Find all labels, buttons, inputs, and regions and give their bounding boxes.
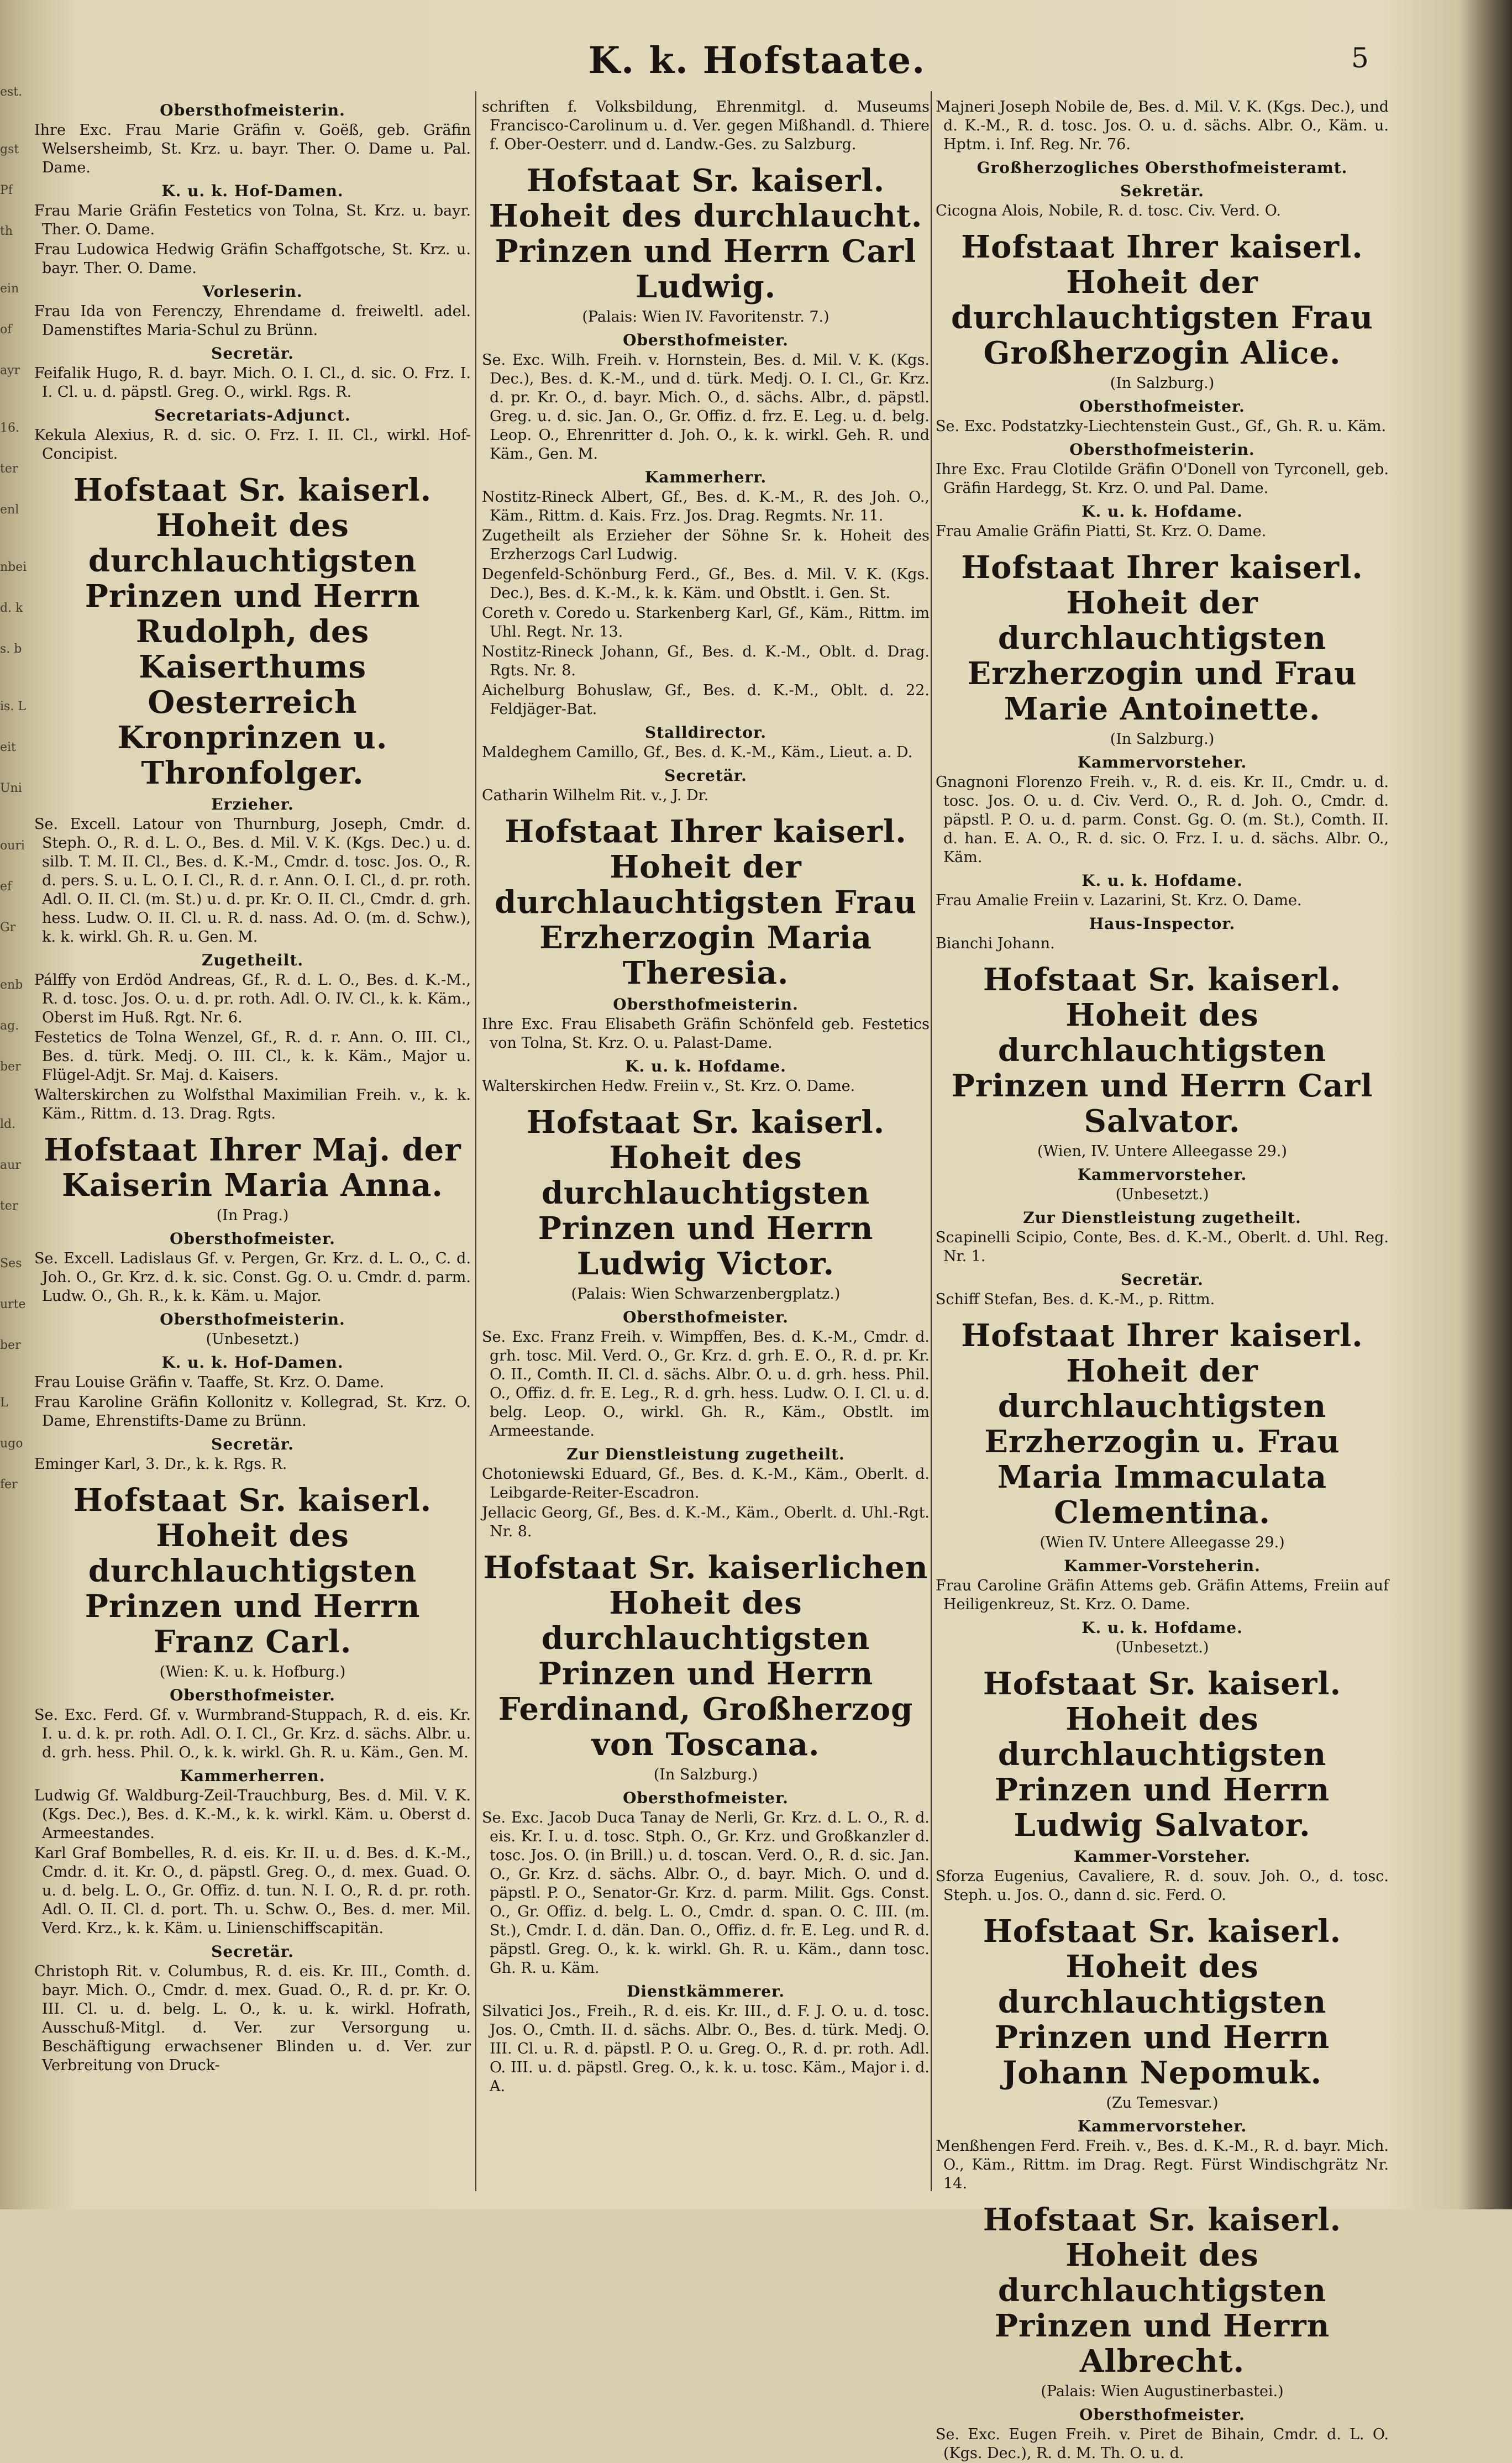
role-heading: Obersthofmeisterin.: [613, 995, 799, 1013]
section-note: (In Salzburg.): [1110, 731, 1215, 748]
role-heading: K. u. k. Hofdame.: [1082, 502, 1243, 521]
entry-text: Catharin Wilhelm Rit. v., J. Dr.: [482, 787, 709, 804]
entry-text: Frau Amalie Gräfin Piatti, St. Krz. O. Dame.: [936, 523, 1267, 540]
role-heading: Zugetheilt.: [201, 951, 304, 969]
column-rule-right: [931, 91, 932, 2191]
section-note: (Palais: Wien IV. Favoritenstr. 7.): [582, 308, 830, 325]
entry-text: Zugetheilt als Erzieher der Söhne Sr. k. Hoheit des Erzherzogs Carl Ludwig.: [482, 527, 930, 563]
entry-text: Feifalik Hugo, R. d. bayr. Mich. O. I. Cl., d. sic. O. Frz. I. I. Cl. u. d. päpstl. Greg. O., wirkl. Rgs. R.: [34, 365, 471, 401]
adjacent-page-fragment: ld.: [0, 1117, 16, 1131]
entry-text: Frau Caroline Gräfin Attems geb. Gräfin Attems, Freiin auf Heiligenkreuz, St. Krz. O. Dame.: [936, 1577, 1389, 1613]
section-note: (Wien: K. u. k. Hofburg.): [159, 1663, 346, 1680]
section-heading: Hofstaat Sr. kaiserl. Hoheit des durchlaucht. Prinzen und Herrn Carl Ludwig.: [489, 162, 923, 305]
adjacent-page-fragment: ouri: [0, 839, 25, 853]
role-heading: Obersthofmeister.: [1079, 2406, 1245, 2424]
section-note: (Unbesetzt.): [1115, 1186, 1209, 1203]
section-note: (In Salzburg.): [653, 1766, 758, 1783]
role-heading: Zur Dienstleistung zugetheilt.: [1023, 1209, 1301, 1227]
entry-text: Walterskirchen zu Wolfsthal Maximilian Freih. v., k. k. Käm., Rittm. d. 13. Drag. Rgts.: [34, 1086, 471, 1122]
adjacent-page-fragment: enl: [0, 503, 19, 517]
role-heading: K. u. k. Hof-Damen.: [161, 1353, 344, 1372]
entry-text: Menßhengen Ferd. Freih. v., Bes. d. K.-M., R. d. bayr. Mich. O., Käm., Rittm. im Drag. Regt. Fürst Windischgrätz Nr. 14.: [936, 2138, 1389, 2192]
section-note: (Wien IV. Untere Alleegasse 29.): [1040, 1534, 1285, 1551]
role-heading: Kammer-Vorsteher.: [1073, 1847, 1251, 1866]
role-heading: K. u. k. Hofdame.: [625, 1057, 786, 1075]
entry-text: Se. Excell. Latour von Thurnburg, Joseph, Cmdr. d. Steph. O., R. d. L. O., Bes. d. Mil. V. K. (Kgs. Dec.) u. d. silb. T. M. II. Cl., Bes. d. K.-M., Cmdr. d. tosc. Jos. O., R. d. pers. S. u. L. O. I. Cl., R. d. r. Ann. O. I. Cl., d. pr. roth. Adl. O. II. Cl. (m. St.) u. d. pr. Kr. O. II. Cl., Cmdr. d. grh. hess. Ludw. O. II. Cl. u. R. d. nass. Ad. O. (m. d. Schw.), k. k. wirkl. Gh. R. u. Gen. M.: [34, 816, 471, 946]
adjacent-page-fragment: ayr: [0, 364, 20, 377]
adjacent-page-fragment: urte: [0, 1298, 26, 1311]
role-heading: Secretär.: [664, 766, 747, 785]
role-heading: Kammerherr.: [644, 468, 767, 486]
role-heading: Secretariats-Adjunct.: [154, 406, 351, 424]
column-rule-left: [475, 91, 476, 2191]
entry-text: Jellacic Georg, Gf., Bes. d. K.-M., Käm., Oberlt. d. Uhl.-Rgt. Nr. 8.: [482, 1504, 930, 1540]
entry-text: Se. Exc. Eugen Freih. v. Piret de Bihain, Cmdr. d. L. O. (Kgs. Dec.), R. d. M. Th. O. u. d.: [936, 2426, 1389, 2462]
entry-text: Ludwig Gf. Waldburg-Zeil-Trauchburg, Bes. d. Mil. V. K. (Kgs. Dec.), Bes. d. K.-M., k. k. wirkl. Käm. u. Oberst d. Armeestandes.: [34, 1787, 471, 1842]
adjacent-page-fragment: s. b: [0, 642, 22, 656]
section-heading: Hofstaat Ihrer kaiserl. Hoheit der durchlauchtigsten Frau Großherzogin Alice.: [951, 229, 1374, 371]
entry-text: Coreth v. Coredo u. Starkenberg Karl, Gf., Käm., Rittm. im Uhl. Regt. Nr. 13.: [482, 605, 930, 640]
entry-text: Frau Ida von Ferenczy, Ehrendame d. freiweltl. adel. Damenstiftes Maria-Schul zu Brünn.: [34, 303, 471, 339]
section-note: (Palais: Wien Augustinerbastei.): [1041, 2383, 1284, 2400]
entry-text: Bianchi Johann.: [936, 935, 1055, 952]
role-heading: K. u. k. Hof-Damen.: [161, 182, 344, 200]
adjacent-page-fragment: eit: [0, 741, 16, 754]
entry-text: Ihre Exc. Frau Elisabeth Gräfin Schönfeld geb. Festetics von Tolna, St. Krz. O. u. Palast-Dame.: [482, 1016, 930, 1052]
section-note: (Wien, IV. Untere Alleegasse 29.): [1037, 1143, 1287, 1160]
entry-text: Kekula Alexius, R. d. sic. O. Frz. I. II. Cl., wirkl. Hof-Concipist.: [34, 427, 471, 463]
page-header: [0, 39, 1464, 88]
adjacent-page-fragment: ter: [0, 462, 18, 476]
entry-text: Schiff Stefan, Bes. d. K.-M., p. Rittm.: [936, 1291, 1215, 1308]
section-heading: Hofstaat Sr. kaiserl. Hoheit des durchlauchtigsten Prinzen und Herrn Albrecht.: [983, 2202, 1342, 2380]
role-heading: Dienstkämmerer.: [627, 1982, 785, 2000]
running-title: K. k. Hofstaate.: [588, 39, 926, 82]
adjacent-page-fragment: is. L: [0, 700, 26, 713]
adjacent-page-fragment: Gr: [0, 921, 16, 934]
adjacent-page-fragment: aur: [0, 1158, 21, 1172]
adjacent-page-fragment: enb: [0, 978, 23, 992]
adjacent-page-fragment: gst: [0, 143, 19, 156]
role-heading: Obersthofmeister.: [623, 1308, 789, 1326]
entry-text: Chotoniewski Eduard, Gf., Bes. d. K.-M., Käm., Oberlt. d. Leibgarde-Reiter-Escadron.: [482, 1466, 930, 1501]
section-heading: Hofstaat Sr. kaiserlichen Hoheit des durchlauchtigsten Prinzen und Herrn Ferdinand, Großherzog von Toscana.: [483, 1550, 928, 1763]
entry-text: Christoph Rit. v. Columbus, R. d. eis. Kr. III., Comth. d. bayr. Mich. O., Cmdr. d. mex. Guad. O., R. d. pr. Kr. O. III. Cl. u. d. belg. L. O., k. u. k. wirkl. Hofrath, Ausschuß-Mitgl. d. Ver. zur Versorgung u. Beschäftigung erwachsener Blinden u. d. Ver. zur Verbreitung von Druck-: [34, 1963, 471, 2074]
entry-text: Karl Graf Bombelles, R. d. eis. Kr. II. u. d. Bes. d. K.-M., Cmdr. d. it. Kr. O., d. päpstl. Greg. O., d. mex. Guad. O. u. d. belg. L. O., Gr. Offiz. d. tun. N. I. O., R. d. pr. roth. Adl. O. II. Cl. d. port. Th. u. Schw. O., Bes. d. mer. Mil. Verd. Krz., k. k. Käm. u. Linienschiffscapitän.: [34, 1845, 471, 1937]
section-note: (Zu Temesvar.): [1106, 2094, 1219, 2112]
entry-text: Frau Louise Gräfin v. Taaffe, St. Krz. O. Dame.: [34, 1374, 385, 1391]
section-heading: Hofstaat Sr. kaiserl. Hoheit des durchlauchtigsten Prinzen und Herrn Johann Nepomuk.: [983, 1913, 1342, 2091]
adjacent-page-fragment: Uni: [0, 781, 22, 795]
adjacent-page-fragment: L: [0, 1396, 8, 1410]
section-heading: Hofstaat Sr. kaiserl. Hoheit des durchlauchtigsten Prinzen und Herrn Ludwig Salvator.: [983, 1666, 1342, 1844]
section-heading: Hofstaat Ihrer kaiserl. Hoheit der durchlauchtigsten Erzherzogin u. Frau Maria Immaculata Clementina.: [961, 1317, 1363, 1531]
entry-text: Ihre Exc. Frau Clotilde Gräfin O'Donell von Tyrconell, geb. Gräfin Hardegg, St. Krz. O. und Pal. Dame.: [936, 461, 1389, 497]
entry-text: Pálffy von Erdöd Andreas, Gf., R. d. L. O., Bes. d. K.-M., R. d. tosc. Jos. O. u. d. pr. roth. Adl. O. IV. Cl., k. k. Käm., Oberst im Huß. Rgt. Nr. 6.: [34, 971, 471, 1026]
page-number: 5: [1351, 42, 1369, 74]
entry-text: Aichelburg Bohuslaw, Gf., Bes. d. K.-M., Oblt. d. 22. Feldjäger-Bat.: [482, 682, 930, 718]
entry-text: Sforza Eugenius, Cavaliere, R. d. souv. Joh. O., d. tosc. Steph. u. Jos. O., dann d. sic. Ferd. O.: [936, 1868, 1389, 1904]
entry-text: Festetics de Tolna Wenzel, Gf., R. d. r. Ann. O. III. Cl., Bes. d. türk. Medj. O. III. Cl., k. k. Käm., Major u. Flügel-Adjt. Sr. Maj. d. Kaisers.: [34, 1029, 471, 1084]
role-heading: Obersthofmeister.: [170, 1686, 335, 1704]
role-heading: Erzieher.: [211, 795, 294, 813]
adjacent-page-fragment: Ses: [0, 1257, 22, 1270]
entry-text: Scapinelli Scipio, Conte, Bes. d. K.-M., Oberlt. d. Uhl. Reg. Nr. 1.: [936, 1229, 1389, 1265]
entry-text: Se. Exc. Wilh. Freih. v. Hornstein, Bes. d. Mil. V. K. (Kgs. Dec.), Bes. d. K.-M., und d. türk. Medj. O. I. Cl., Gr. Krz. d. pr. Kr. O., d. bayr. Mich. O., d. sächs. Albr., d. päpstl. Greg. u. d. sic. Jan. O., Gr. Offiz. d. frz. E. Leg. u. d. belg. Leop. O., Ehrenritter d. Joh. O., k. k. wirkl. Geh. R. und Käm., Gen. M.: [482, 351, 930, 463]
role-heading: Haus-Inspector.: [1089, 915, 1236, 933]
entry-text: Ihre Exc. Frau Marie Gräfin v. Goëß, geb. Gräfin Welsersheimb, St. Krz. u. bayr. Ther. O. Dame u. Pal. Dame.: [34, 122, 471, 176]
role-heading: Obersthofmeister.: [1079, 397, 1245, 416]
role-heading: Kammervorsteher.: [1077, 2117, 1247, 2135]
entry-text: Se. Exc. Jacob Duca Tanay de Nerli, Gr. Krz. d. L. O., R. d. eis. Kr. I. u. d. tosc. Stph. O., Gr. Krz. und Großkanzler d. tosc. Jos. O. (in Brill.) u. d. toscan. Verd. O., R. d. sic. Jan. O., Gr. Krz. d. sächs. Albr. O., d. bayr. Mich. O. und d. päpstl. P. O., Senator-Gr. Krz. d. parm. Milit. Ggs. Const. O., Gr. Offiz. d. belg. L. O., Cmdr. d. span. O. C. III. (m. St.), Cmdr. I. d. dän. Dan. O., Offiz. d. fr. E. Leg. und R. d. päpstl. Greg. O., k. k. wirkl. Gh. R. u. Käm., dann tosc. Gh. R. u. Käm.: [482, 1809, 930, 1977]
entry-text: Cicogna Alois, Nobile, R. d. tosc. Civ. Verd. O.: [936, 202, 1281, 219]
adjacent-page-fragment: ter: [0, 1199, 18, 1213]
entry-text: Frau Marie Gräfin Festetics von Tolna, St. Krz. u. bayr. Ther. O. Dame.: [34, 202, 471, 238]
role-heading: Secretär.: [211, 344, 294, 363]
section-heading: Hofstaat Ihrer Maj. der Kaiserin Maria Anna.: [44, 1132, 461, 1204]
adjacent-page-fragment: Pf: [0, 183, 13, 197]
entry-text: schriften f. Volksbildung, Ehrenmitgl. d. Museums Francisco-Carolinum u. d. Ver. gegen Mißhandl. d. Thiere f. Ober-Oesterr. und d. Landw.-Ges. zu Salzburg.: [482, 98, 930, 153]
entry-text: Majneri Joseph Nobile de, Bes. d. Mil. V. K. (Kgs. Dec.), und d. K.-M., R. d. tosc. Jos. O. u. d. sächs. Albr. O., Käm. u. Hptm. i. Inf. Reg. Nr. 76.: [936, 98, 1389, 153]
adjacent-page-fragment: est.: [0, 85, 23, 99]
role-heading: Obersthofmeister.: [623, 331, 789, 349]
role-heading: Obersthofmeister.: [170, 1230, 335, 1248]
entry-text: Eminger Karl, 3. Dr., k. k. Rgs. R.: [34, 1456, 287, 1473]
column-left: [34, 97, 471, 2197]
role-heading: Kammervorsteher.: [1077, 1165, 1247, 1184]
adjacent-page-fragment: ugo: [0, 1437, 23, 1451]
entry-text: Se. Exc. Podstatzky-Liechtenstein Gust., Gf., Gh. R. u. Käm.: [936, 418, 1387, 435]
column-middle: [482, 97, 930, 2197]
section-heading: Hofstaat Sr. kaiserl. Hoheit des durchlauchtigsten Prinzen und Herrn Ludwig Victor.: [526, 1104, 885, 1282]
adjacent-page-fragment: ein: [0, 282, 19, 296]
role-heading: Vorleserin.: [202, 282, 303, 301]
role-heading: Kammer-Vorsteherin.: [1064, 1557, 1261, 1575]
column-right: [936, 97, 1389, 2462]
role-heading: Obersthofmeisterin.: [1069, 440, 1255, 459]
section-heading: Hofstaat Sr. kaiserl. Hoheit des durchlauchtigsten Prinzen und Herrn Rudolph, des Kaiserthums Oesterreich Kronprinzen u. Thronfolger.: [73, 472, 432, 791]
role-heading: Stalldirector.: [645, 723, 767, 742]
section-heading: Hofstaat Sr. kaiserl. Hoheit des durchlauchtigsten Prinzen und Herrn Franz Carl.: [73, 1482, 432, 1660]
section-note: (In Prag.): [216, 1207, 289, 1224]
entry-text: Frau Amalie Freiin v. Lazarini, St. Krz. O. Dame.: [936, 892, 1302, 909]
role-heading: Obersthofmeisterin.: [160, 1310, 345, 1328]
section-note: (Palais: Wien Schwarzenbergplatz.): [571, 1285, 841, 1303]
section-heading: Hofstaat Sr. kaiserl. Hoheit des durchlauchtigsten Prinzen und Herrn Carl Salvator.: [951, 962, 1373, 1139]
entry-text: Se. Exc. Franz Freih. v. Wimpffen, Bes. d. K.-M., Cmdr. d. grh. tosc. Mil. Verd. O., Gr. Krz. d. grh. E. O., R. d. pr. Kr. O. II., Comth. II. Cl. d. sächs. Albr. O. u. d. grh. hess. Phil. O., Offiz. d. fr. E. Leg., R. d. grh. hess. Ludw. O. I. Cl. u. d. belg. Leop. O., wirkl. Gh. R., Käm., Obstlt. im Armeestande.: [482, 1328, 930, 1440]
entry-text: Frau Ludowica Hedwig Gräfin Schaffgotsche, St. Krz. u. bayr. Ther. O. Dame.: [34, 241, 471, 277]
adjacent-page-fragment: nbei: [0, 560, 27, 574]
adjacent-page-edge-text: [0, 83, 32, 2210]
entry-text: Silvatici Jos., Freih., R. d. eis. Kr. III., d. F. J. O. u. d. tosc. Jos. O., Cmth. II. d. sächs. Albr. O., Bes. d. türk. Medj. O. III. Cl. u. R. d. päpstl. P. O. u. Greg. O., R. d. pr. roth. Adl. O. III. u. d. päpstl. Greg. O., k. k. u. tosc. Käm., Major i. d. A.: [482, 2003, 930, 2095]
entry-text: Nostitz-Rineck Albert, Gf., Bes. d. K.-M., R. des Joh. O., Käm., Rittm. d. Kais. Frz. Jos. Drag. Regmts. Nr. 11.: [482, 489, 930, 524]
entry-text: Nostitz-Rineck Johann, Gf., Bes. d. K.-M., Oblt. d. Drag. Rgts. Nr. 8.: [482, 643, 930, 679]
adjacent-page-fragment: ef: [0, 880, 12, 894]
section-note: (In Salzburg.): [1110, 375, 1215, 392]
role-heading: Secretär.: [211, 1435, 294, 1453]
adjacent-page-fragment: 16.: [0, 421, 19, 435]
adjacent-page-fragment: ag.: [0, 1019, 19, 1033]
adjacent-page-fragment: th: [0, 224, 13, 238]
role-heading: Zur Dienstleistung zugetheilt.: [566, 1445, 845, 1463]
entry-text: Se. Excell. Ladislaus Gf. v. Pergen, Gr. Krz. d. L. O., C. d. Joh. O., Gr. Krz. d. k. sic. Const. Gg. O. u. Cmdr. d. parm. Ludw. O., Gh. R., k. k. Käm. u. Major.: [34, 1250, 471, 1305]
adjacent-page-fragment: of: [0, 323, 12, 337]
adjacent-page-fragment: ber: [0, 1060, 21, 1074]
role-heading: Secretär.: [211, 1942, 294, 1961]
role-heading: Obersthofmeister.: [623, 1789, 789, 1807]
entry-text: Gnagnoni Florenzo Freih. v., R. d. eis. Kr. II., Cmdr. u. d. tosc. Jos. O. u. d. Civ. Verd. O., R. d. Joh. O., Cmdr. d. päpstl. P. O. u. d. parm. Const. Gg. O. (m. St.), Comth. II. d. han. E. A. O., R. d. sic. O. Frz. I. u. d. sächs. Albr. O., Käm.: [936, 774, 1389, 866]
role-heading: Kammervorsteher.: [1077, 753, 1247, 771]
entry-text: Degenfeld-Schönburg Ferd., Gf., Bes. d. Mil. V. K. (Kgs. Dec.), Bes. d. K.-M., k. k. Käm. und Obstlt. i. Gen. St.: [482, 566, 930, 602]
role-heading: Sekretär.: [1120, 182, 1204, 200]
section-heading: Hofstaat Ihrer kaiserl. Hoheit der durchlauchtigsten Erzherzogin und Frau Marie Antoinette.: [961, 549, 1363, 727]
adjacent-page-fragment: ber: [0, 1338, 21, 1352]
role-heading: Kammerherren.: [180, 1767, 326, 1785]
role-heading: Obersthofmeisterin.: [160, 101, 345, 119]
role-heading: Großherzogliches Obersthofmeisteramt.: [977, 159, 1348, 177]
entry-text: Se. Exc. Ferd. Gf. v. Wurmbrand-Stuppach, R. d. eis. Kr. I. u. d. k. pr. roth. Adl. O. I. Cl., Gr. Krz. d. sächs. Albr. u. d. grh. hess. Phil. O., k. k. wirkl. Gh. R. u. Käm., Gen. M.: [34, 1706, 471, 1761]
section-note: (Unbesetzt.): [1115, 1639, 1209, 1656]
role-heading: Secretär.: [1121, 1270, 1204, 1289]
entry-text: Walterskirchen Hedw. Freiin v., St. Krz. O. Dame.: [482, 1078, 855, 1095]
role-heading: K. u. k. Hofdame.: [1082, 1619, 1243, 1637]
adjacent-page-fragment: d. k: [0, 601, 23, 615]
section-heading: Hofstaat Ihrer kaiserl. Hoheit der durchlauchtigsten Frau Erzherzogin Maria Theresia.: [494, 813, 917, 991]
adjacent-page-fragment: fer: [0, 1478, 18, 1492]
section-note: (Unbesetzt.): [206, 1331, 300, 1348]
entry-text: Frau Karoline Gräfin Kollonitz v. Kollegrad, St. Krz. O. Dame, Ehrenstifts-Dame zu Brünn.: [34, 1394, 471, 1430]
role-heading: K. u. k. Hofdame.: [1082, 871, 1243, 890]
entry-text: Maldeghem Camillo, Gf., Bes. d. K.-M., Käm., Lieut. a. D.: [482, 744, 913, 761]
